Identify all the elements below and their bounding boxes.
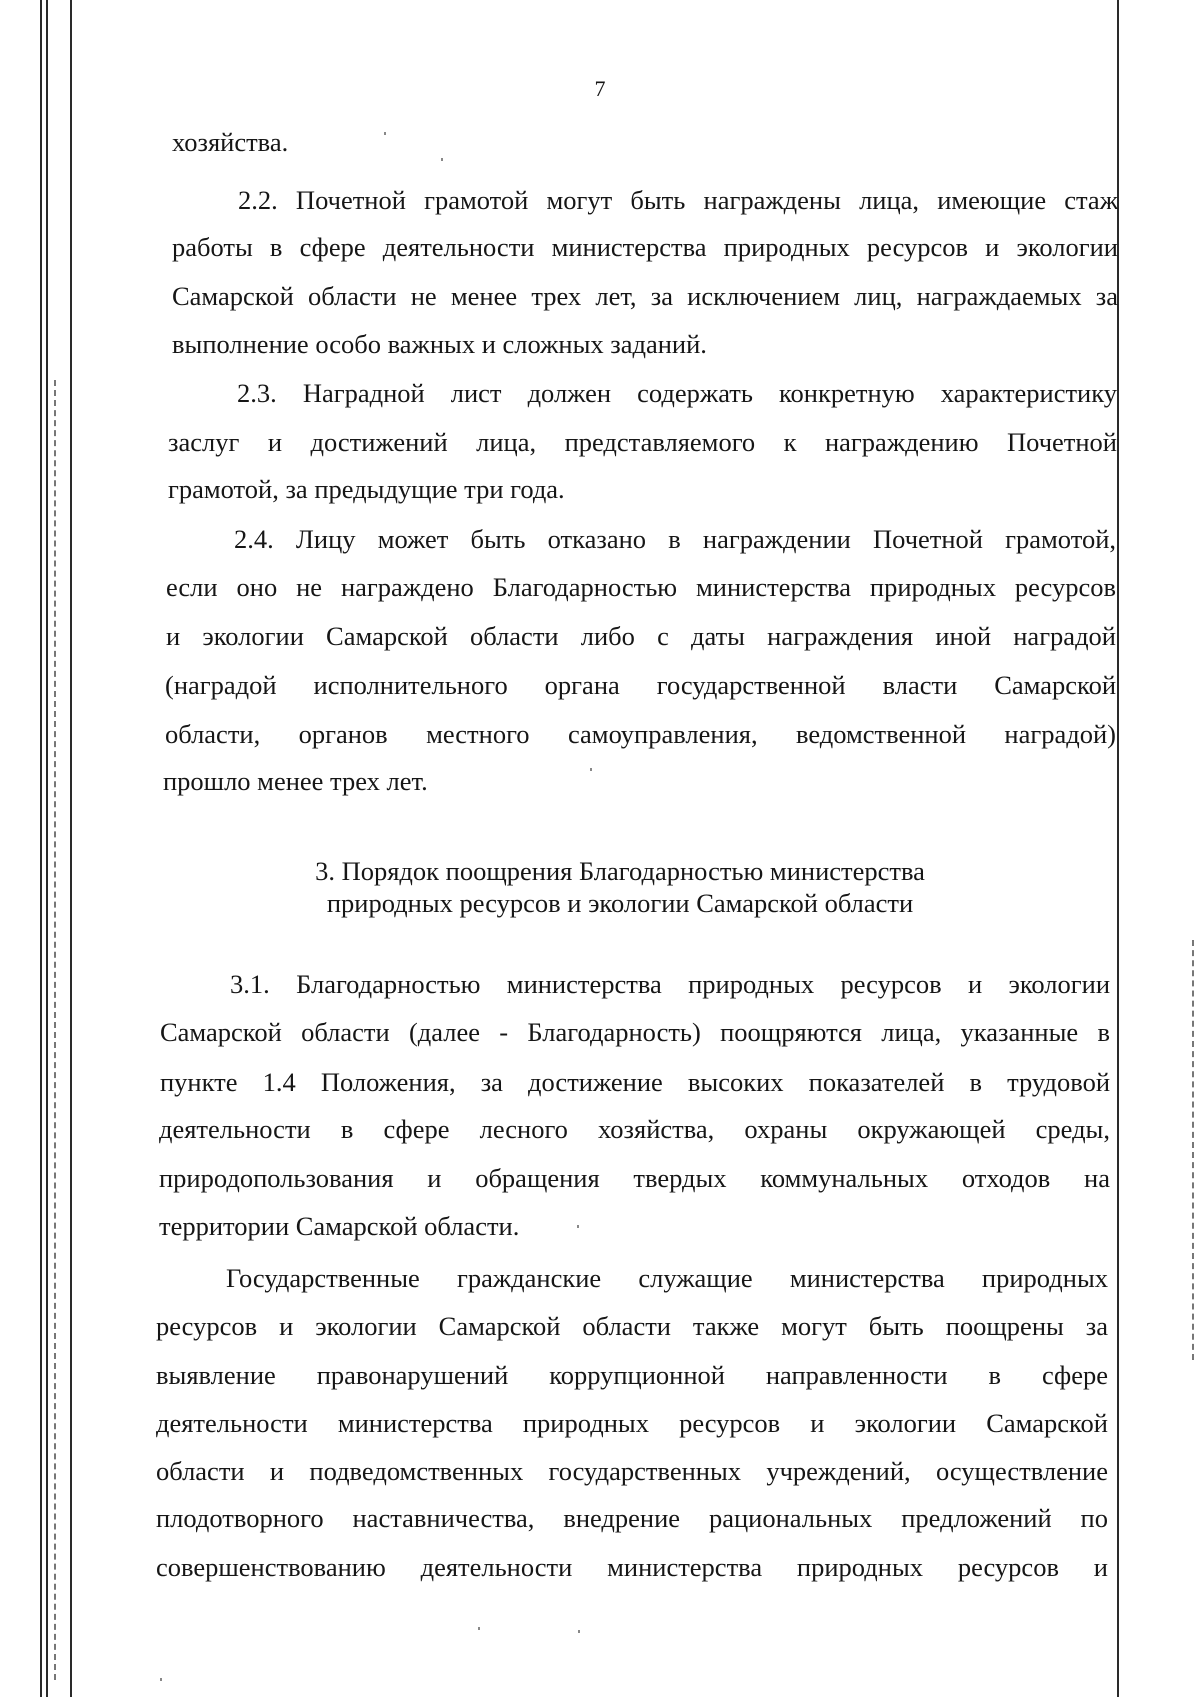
text-line: если оно не награждено Благодарностью министерства природных ресурсов bbox=[166, 572, 1116, 602]
text-line: выполнение особо важных и сложных заданий. bbox=[172, 329, 707, 359]
section-heading: природных ресурсов и экологии Самарской области bbox=[326, 888, 914, 918]
text-line: области и подведомственных государственных учреждений, осуществление bbox=[156, 1456, 1108, 1486]
text-line: хозяйства. bbox=[172, 127, 289, 157]
text-line: пункте 1.4 Положения, за достижение высоких показателей в трудовой bbox=[160, 1067, 1110, 1097]
scan-speck bbox=[478, 1627, 480, 1630]
text-line: (наградой исполнительного органа государственной власти Самарской bbox=[165, 670, 1116, 700]
scan-frame-dash bbox=[1192, 940, 1194, 1360]
text-line: Самарской области не менее трех лет, за исключением лиц, награждаемых за bbox=[172, 281, 1118, 311]
text-line: заслуг и достижений лица, представляемого к награждению Почетной bbox=[168, 427, 1117, 457]
text-line: ресурсов и экологии Самарской области также могут быть поощрены за bbox=[156, 1311, 1108, 1341]
text-line: области, органов местного самоуправления, ведомственной наградой) bbox=[165, 719, 1116, 749]
scan-binding-line bbox=[40, 0, 42, 1697]
scan-speck bbox=[578, 1630, 580, 1633]
scan-speck bbox=[590, 768, 592, 771]
scan-binding-line bbox=[46, 0, 48, 1697]
text-line: 3.1. Благодарностью министерства природных ресурсов и экологии bbox=[230, 969, 1110, 999]
section-heading: 3. Порядок поощрения Благодарностью министерства bbox=[315, 856, 925, 886]
text-line: деятельности в сфере лесного хозяйства, охраны окружающей среды, bbox=[159, 1114, 1110, 1144]
scan-speck bbox=[441, 158, 443, 161]
scan-speck bbox=[160, 1678, 162, 1681]
scan-speck bbox=[577, 1225, 579, 1228]
scan-binding-line bbox=[70, 0, 72, 1697]
text-line: территории Самарской области. bbox=[159, 1211, 520, 1241]
text-line: прошло менее трех лет. bbox=[163, 766, 428, 796]
text-line: выявление правонарушений коррупционной направленности в сфере bbox=[156, 1360, 1108, 1390]
text-line: плодотворного наставничества, внедрение рациональных предложений по bbox=[156, 1503, 1108, 1533]
text-line: деятельности министерства природных ресурсов и экологии Самарской bbox=[156, 1408, 1108, 1438]
text-line: Государственные гражданские служащие министерства природных bbox=[226, 1263, 1108, 1293]
text-line: грамотой, за предыдущие три года. bbox=[168, 474, 565, 504]
text-line: природопользования и обращения твердых коммунальных отходов на bbox=[159, 1163, 1110, 1193]
text-line: совершенствованию деятельности министерства природных ресурсов и bbox=[156, 1552, 1108, 1582]
text-line: 2.2. Почетной грамотой могут быть награждены лица, имеющие стаж bbox=[238, 185, 1118, 215]
page-number: 7 bbox=[594, 76, 606, 101]
text-line: 2.3. Наградной лист должен содержать конкретную характеристику bbox=[237, 378, 1117, 408]
text-line: работы в сфере деятельности министерства природных ресурсов и экологии bbox=[172, 232, 1118, 262]
text-line: 2.4. Лицу может быть отказано в награждении Почетной грамотой, bbox=[234, 524, 1116, 554]
scan-binding-dash bbox=[54, 380, 56, 1680]
text-line: Самарской области (далее - Благодарность) поощряются лица, указанные в bbox=[160, 1017, 1110, 1047]
scan-speck bbox=[384, 132, 386, 135]
text-line: и экологии Самарской области либо с даты награждения иной наградой bbox=[166, 621, 1116, 651]
